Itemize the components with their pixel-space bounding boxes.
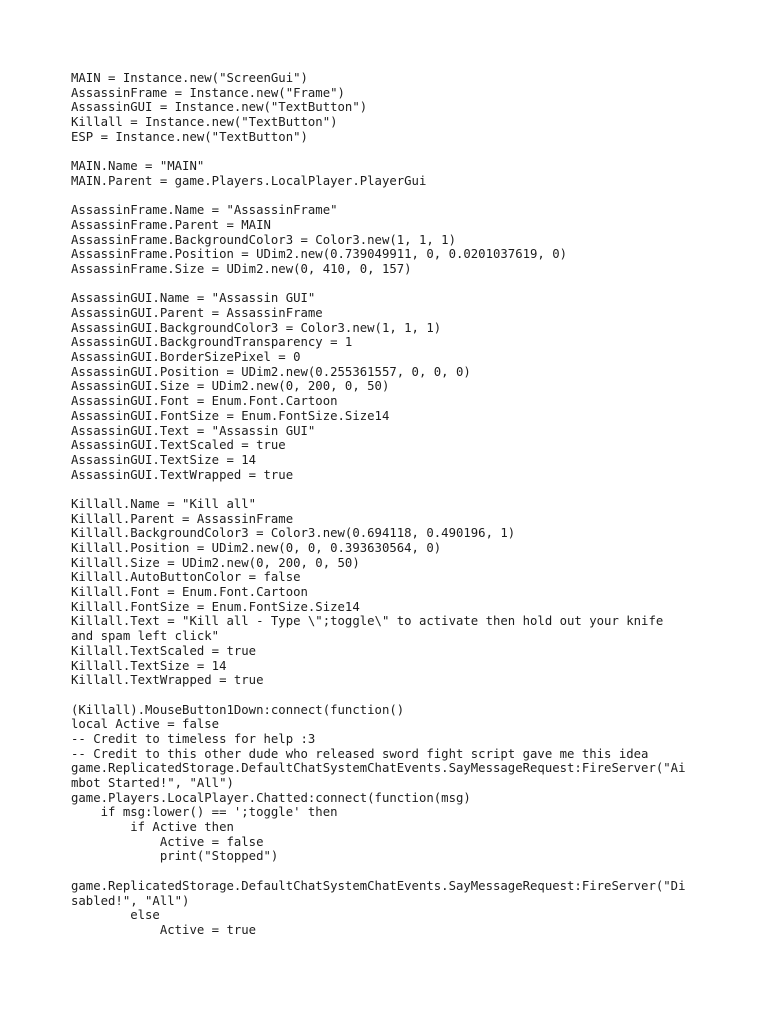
code-line: else	[71, 908, 160, 923]
code-line: Killall.Font = Enum.Font.Cartoon	[71, 585, 308, 600]
code-line: Killall.TextScaled = true	[71, 643, 257, 658]
code-line: AssassinFrame.Parent = MAIN	[71, 217, 271, 232]
code-line: Active = true	[71, 922, 257, 937]
code-line: ESP = Instance.new("TextButton")	[71, 129, 308, 144]
code-line: AssassinGUI.Name = "Assassin GUI"	[71, 291, 316, 306]
code-line: Killall.AutoButtonColor = false	[71, 570, 301, 585]
code-line: Active = false	[71, 834, 264, 849]
code-line: local Active = false	[71, 717, 220, 732]
code-text-block	[71, 71, 711, 938]
code-line: MAIN.Name = "MAIN"	[71, 159, 205, 174]
code-line: AssassinGUI = Instance.new("TextButton")	[71, 100, 368, 115]
code-line: Killall.Position = UDim2.new(0, 0, 0.393630564, 0)	[71, 541, 442, 555]
code-line: AssassinGUI.Font = Enum.Font.Cartoon	[71, 394, 338, 409]
code-line: AssassinGUI.Size = UDim2.new(0, 200, 0, 50)	[71, 379, 390, 394]
code-line: Killall.Parent = AssassinFrame	[71, 511, 294, 526]
code-line: AssassinGUI.TextWrapped = true	[71, 467, 294, 482]
code-line: if Active then	[71, 820, 234, 835]
code-line: print("Stopped")	[71, 849, 279, 864]
code-line: Killall.BackgroundColor3 = Color3.new(0.694118, 0.490196, 1)	[71, 526, 516, 541]
code-line: -- Credit to this other dude who released sword fight script gave me this idea	[71, 746, 649, 761]
code-line: AssassinGUI.Parent = AssassinFrame	[71, 306, 323, 320]
code-line: and spam left click"	[71, 629, 220, 644]
code-line: Killall.FontSize = Enum.FontSize.Size14	[71, 599, 360, 614]
code-line	[71, 144, 711, 159]
code-line	[71, 688, 711, 703]
code-line: AssassinGUI.TextSize = 14	[71, 452, 257, 467]
code-line: game.ReplicatedStorage.DefaultChatSystemChatEvents.SayMessageRequest:FireServer("Ai	[71, 761, 686, 776]
code-line	[71, 482, 711, 497]
code-line: Killall.TextSize = 14	[71, 658, 227, 673]
code-line: AssassinGUI.FontSize = Enum.FontSize.Size14	[71, 408, 390, 423]
code-line: Killall.Size = UDim2.new(0, 200, 0, 50)	[71, 555, 360, 570]
code-line: Killall.TextWrapped = true	[71, 673, 264, 688]
code-line	[71, 277, 711, 292]
code-line: AssassinGUI.BackgroundColor3 = Color3.new(1, 1, 1)	[71, 320, 442, 335]
code-line: (Killall).MouseButton1Down:connect(function()	[71, 702, 405, 717]
code-line: AssassinGUI.BackgroundTransparency = 1	[71, 335, 353, 350]
code-line: MAIN = Instance.new("ScreenGui")	[71, 71, 308, 85]
code-line: AssassinGUI.Position = UDim2.new(0.255361557, 0, 0, 0)	[71, 364, 471, 379]
code-line: AssassinGUI.BorderSizePixel = 0	[71, 350, 301, 365]
code-line: AssassinGUI.TextScaled = true	[71, 438, 286, 453]
code-line: if msg:lower() == ';toggle' then	[71, 805, 338, 820]
code-line: -- Credit to timeless for help :3	[71, 731, 316, 746]
code-line: AssassinFrame.Size = UDim2.new(0, 410, 0, 157)	[71, 261, 412, 276]
code-line: game.Players.LocalPlayer.Chatted:connect(function(msg)	[71, 790, 471, 805]
code-line: AssassinGUI.Text = "Assassin GUI"	[71, 423, 316, 438]
code-line: Killall.Name = "Kill all"	[71, 496, 257, 511]
code-line: game.ReplicatedStorage.DefaultChatSystemChatEvents.SayMessageRequest:FireServer("Di	[71, 878, 686, 893]
code-line: Killall = Instance.new("TextButton")	[71, 115, 338, 130]
code-line: AssassinFrame.Name = "AssassinFrame"	[71, 203, 338, 218]
code-line: AssassinFrame = Instance.new("Frame")	[71, 85, 345, 100]
code-line	[71, 864, 711, 879]
code-line	[71, 189, 711, 204]
code-line: sabled!", "All")	[71, 893, 190, 908]
code-line: AssassinFrame.BackgroundColor3 = Color3.new(1, 1, 1)	[71, 232, 456, 247]
code-line: Killall.Text = "Kill all - Type \";toggle\" to activate then hold out your knife	[71, 614, 664, 629]
code-line: MAIN.Parent = game.Players.LocalPlayer.PlayerGui	[71, 173, 427, 188]
code-line: AssassinFrame.Position = UDim2.new(0.739049911, 0, 0.0201037619, 0)	[71, 247, 568, 262]
code-line: mbot Started!", "All")	[71, 776, 234, 790]
